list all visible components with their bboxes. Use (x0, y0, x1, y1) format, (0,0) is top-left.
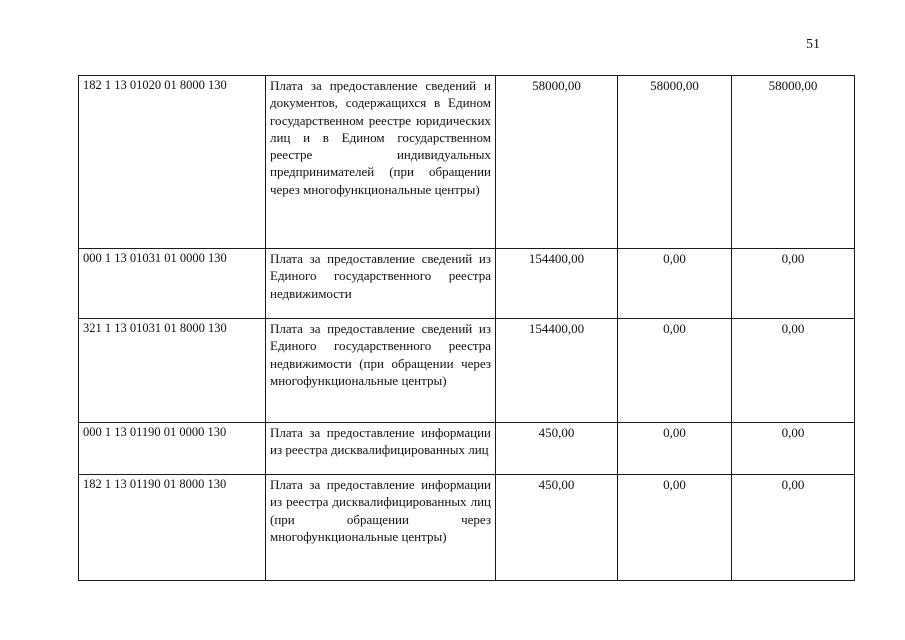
amount-year-3: 0,00 (732, 475, 855, 581)
revenue-description: Плата за предоставление информации из реестра дисквалифицированных лиц (266, 423, 496, 475)
amount-year-1: 58000,00 (496, 76, 618, 249)
table-row (79, 319, 855, 423)
amount-year-1: 450,00 (496, 475, 618, 581)
revenue-description: Плата за предоставление сведений из Единого государственного реестра недвижимости (при обращении через многофункциональные центры) (266, 319, 496, 423)
amount-year-3: 0,00 (732, 319, 855, 423)
table-row (79, 423, 855, 475)
amount-year-2: 0,00 (618, 423, 732, 475)
table-row (79, 249, 855, 319)
amount-year-2: 0,00 (618, 249, 732, 319)
amount-year-3: 0,00 (732, 249, 855, 319)
budget-classification-code: 321 1 13 01031 01 8000 130 (79, 319, 266, 423)
amount-year-1: 154400,00 (496, 249, 618, 319)
revenue-table (78, 75, 855, 581)
amount-year-3: 0,00 (732, 423, 855, 475)
table-row (79, 76, 855, 249)
amount-year-2: 58000,00 (618, 76, 732, 249)
budget-classification-code: 182 1 13 01190 01 8000 130 (79, 475, 266, 581)
budget-classification-code: 000 1 13 01031 01 0000 130 (79, 249, 266, 319)
revenue-description: Плата за предоставление сведений из Единого государственного реестра недвижимости (266, 249, 496, 319)
amount-year-1: 154400,00 (496, 319, 618, 423)
amount-year-3: 58000,00 (732, 76, 855, 249)
budget-classification-code: 000 1 13 01190 01 0000 130 (79, 423, 266, 475)
amount-year-1: 450,00 (496, 423, 618, 475)
revenue-description: Плата за предоставление информации из реестра дисквалифицированных лиц (при обращении через многофункциональные центры) (266, 475, 496, 581)
budget-classification-code: 182 1 13 01020 01 8000 130 (79, 76, 266, 249)
page-number: 51 (806, 37, 820, 52)
amount-year-2: 0,00 (618, 475, 732, 581)
revenue-description: Плата за предоставление сведений и документов, содержащихся в Едином государственном реестре юридических лиц и в Едином государственном реестре индивидуальных предпринимателей (при обращении через многофункциональные центры) (266, 76, 496, 249)
table-row (79, 475, 855, 581)
amount-year-2: 0,00 (618, 319, 732, 423)
